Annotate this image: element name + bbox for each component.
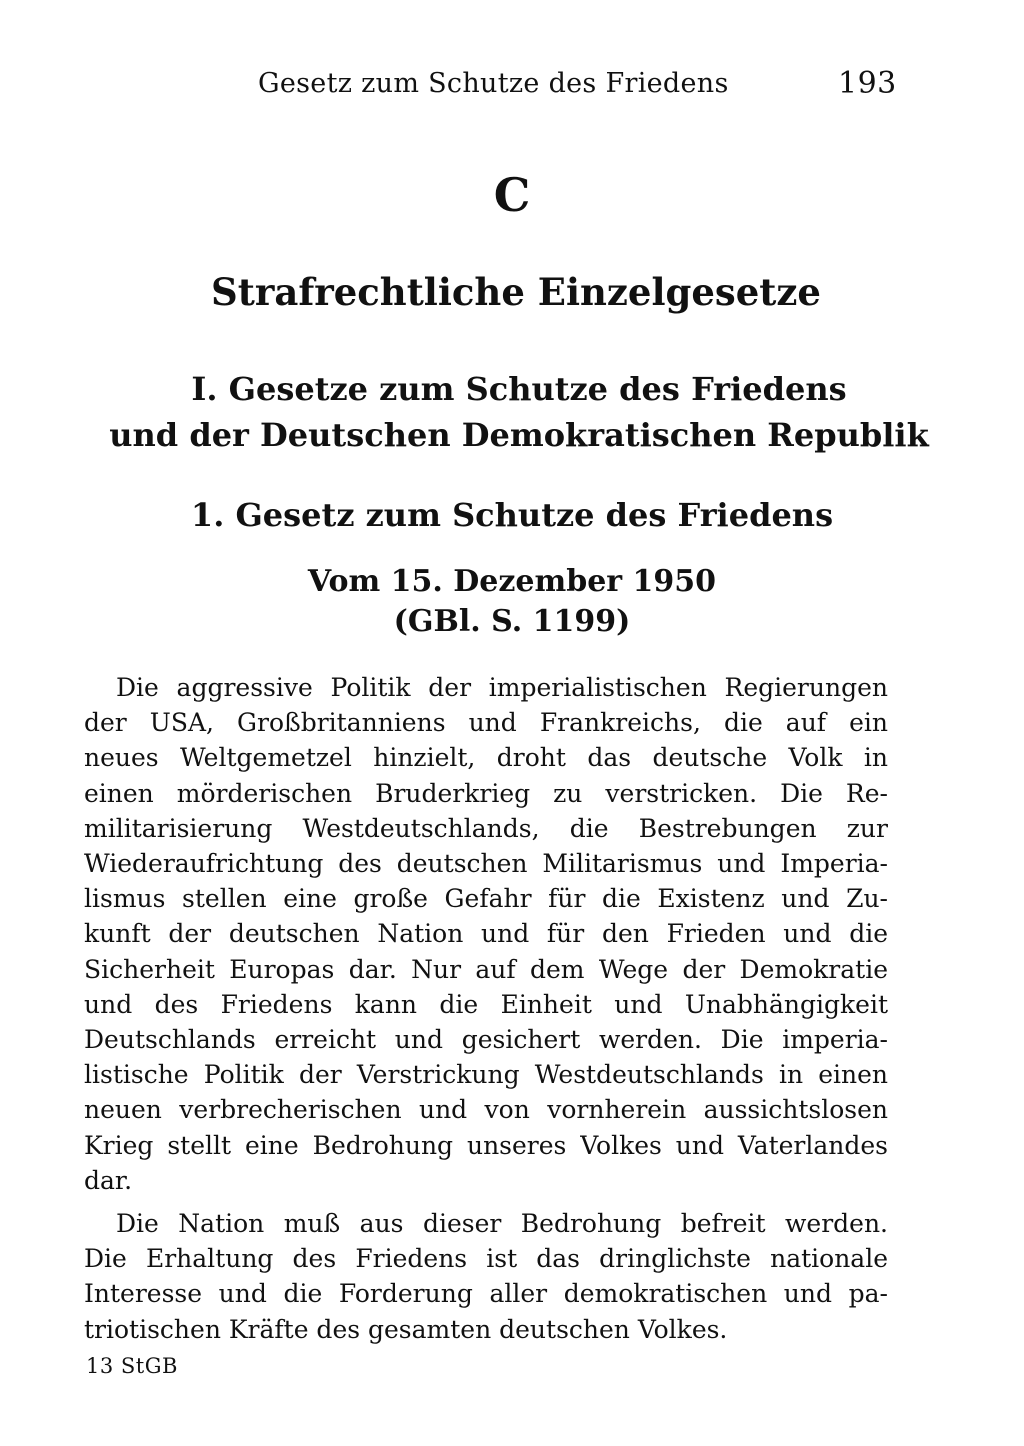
body-line: neuen verbrecherischen und von vornherein aussichtslosen <box>84 1095 888 1125</box>
body-line: triotischen Kräfte des gesamten deutschen Volkes. <box>84 1314 728 1344</box>
body-line: einen mörderischen Bruderkrieg zu verstricken. Die Re- <box>84 778 888 808</box>
body-line: lismus stellen eine große Gefahr für die Existenz und Zu- <box>84 884 888 914</box>
law-source: (GBl. S. 1199) <box>393 604 631 639</box>
section-title-line-2: und der Deutschen Demokratischen Republik <box>109 416 929 454</box>
part-letter: C <box>493 168 531 222</box>
section-title-line-1: I. Gesetze zum Schutze des Friedens <box>191 370 847 408</box>
running-title: Gesetz zum Schutze des Friedens <box>258 68 729 99</box>
body-line: Die aggressive Politik der imperialistischen Regierungen <box>116 673 888 702</box>
body-line: Die Erhaltung des Friedens ist das dringlichste nationale <box>84 1244 888 1274</box>
body-text <box>84 670 888 1347</box>
section-title <box>80 366 944 458</box>
law-date: Vom 15. Dezember 1950 <box>307 564 717 599</box>
body-line: der USA, Großbritanniens und Frankreichs, die auf ein <box>84 708 888 738</box>
body-line: dar. <box>84 1165 133 1195</box>
page-number: 193 <box>838 66 897 101</box>
body-line: Sicherheit Europas dar. Nur auf dem Wege der Demokratie <box>84 954 888 984</box>
body-line: Die Nation muß aus dieser Bedrohung befreit werden. <box>116 1209 888 1239</box>
body-line: kunft der deutschen Nation und für den Frieden und die <box>84 919 888 949</box>
part-title: Strafrechtliche Einzelgesetze <box>211 270 821 314</box>
body-line: Interesse und die Forderung aller demokratischen und pa- <box>84 1279 888 1309</box>
body-line: Deutschlands erreicht und gesichert werden. Die imperia- <box>84 1025 888 1055</box>
body-line: listische Politik der Verstrickung Westdeutschlands in einen <box>84 1060 888 1090</box>
body-line: Krieg stellt eine Bedrohung unseres Volkes und Vaterlandes <box>84 1130 888 1160</box>
paragraph-1 <box>84 670 888 1198</box>
body-line: neues Weltgemetzel hinzielt, droht das deutsche Volk in <box>84 743 888 773</box>
law-date-block <box>0 562 1024 642</box>
paragraph-gap <box>84 1198 888 1206</box>
paragraph-2 <box>84 1206 888 1347</box>
body-line: militarisierung Westdeutschlands, die Bestrebungen zur <box>84 813 888 843</box>
body-line: Wiederaufrichtung des deutschen Militarismus und Imperia- <box>84 849 888 879</box>
law-title: 1. Gesetz zum Schutze des Friedens <box>190 496 834 534</box>
body-line: und des Friedens kann die Einheit und Unabhängigkeit <box>84 989 888 1019</box>
sheet-signature: 13 StGB <box>86 1354 178 1378</box>
